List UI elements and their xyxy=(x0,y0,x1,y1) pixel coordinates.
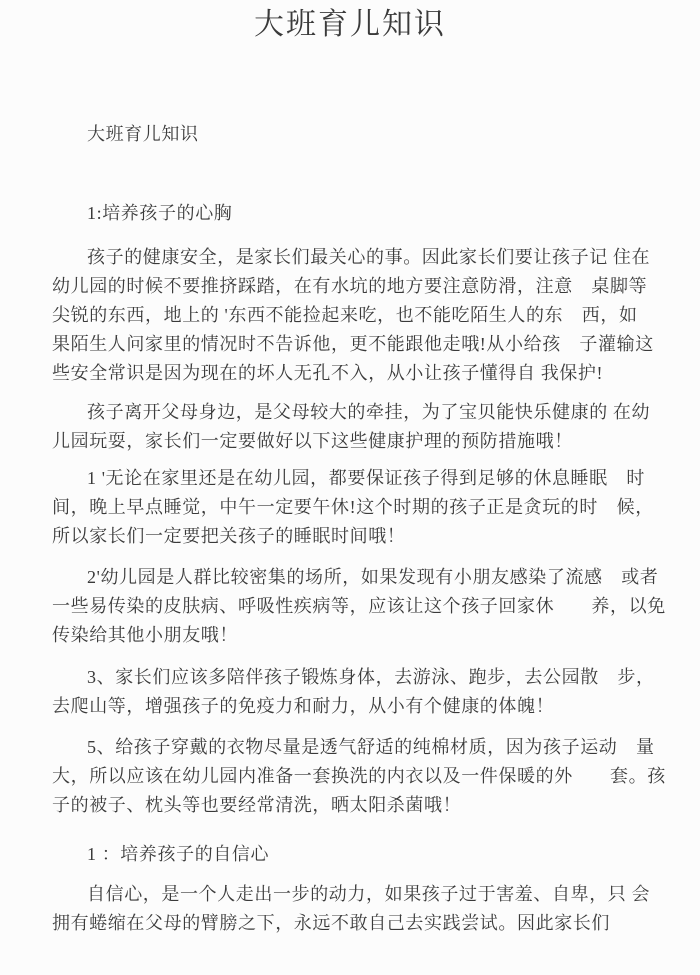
paragraph xyxy=(52,243,654,388)
text-line: 大，所以应该在幼儿园内准备一套换洗的内衣以及一件保暖的外 套。孩 xyxy=(52,766,666,786)
document-content xyxy=(0,120,700,938)
text-line: 间，晚上早点睡觉，中午一定要午休!这个时期的孩子正是贪玩的时 候， xyxy=(52,497,654,517)
text-line: 孩子离开父母身边，是父母较大的牵挂，为了宝贝能快乐健康的 在幼 xyxy=(87,402,651,422)
text-line: 孩子的健康安全，是家长们最关心的事。因此家长们要让孩子记 住在 xyxy=(87,247,651,267)
document-title: 大班育儿知识 xyxy=(254,8,446,41)
text-line: 3、家长们应该多陪伴孩子锻炼身体，去游泳、跑步，去公园散 步， xyxy=(87,667,655,687)
paragraph xyxy=(52,733,666,820)
document-subtitle: 大班育儿知识 xyxy=(87,124,199,144)
text-line: 一些易传染的皮肤病、呼吸性疾病等，应该让这个孩子回家休 养，以免 xyxy=(52,596,666,616)
text-line: 所以家长们一定要把关孩子的睡眠时间哦！ xyxy=(52,526,406,546)
paragraph xyxy=(52,663,655,721)
text-line: 传染给其他小朋友哦！ xyxy=(52,625,238,645)
section-heading: 1 ：培养孩子的自信心 xyxy=(87,844,270,864)
text-line: 自信心，是一个人走出一步的动力，如果孩子过于害羞、自卑，只 会 xyxy=(87,884,651,904)
text-line: 果陌生人问家里的情况时不告诉他，更不能跟他走哦!从小给孩 子灌输这 xyxy=(52,334,654,354)
text-line: 幼儿园的时候不要推挤踩踏，在有水坑的地方要注意防滑，注意 桌脚等 xyxy=(52,276,648,296)
text-line: 拥有蜷缩在父母的臂膀之下，永远不敢自己去实践尝试。因此家长们 xyxy=(52,913,610,933)
paragraph xyxy=(52,563,666,650)
paragraph xyxy=(52,464,654,551)
text-line: 儿园玩耍，家长们一定要做好以下这些健康护理的预防措施哦！ xyxy=(52,431,573,451)
text-line: 2'幼儿园是人群比较密集的场所，如果发现有小朋友感染了流感 或者 xyxy=(87,567,659,587)
text-line: 尖锐的东西，地上的 '东西不能捡起来吃，也不能吃陌生人的东 西，如 xyxy=(52,305,638,325)
paragraph xyxy=(52,398,651,456)
doc-body xyxy=(52,199,666,938)
text-line: 5、给孩子穿戴的衣物尽量是透气舒适的纯棉材质，因为孩子运动 量 xyxy=(87,737,655,757)
text-line: 些安全常识是因为现在的坏人无孔不入，从小让孩子懂得自 我保护! xyxy=(52,363,604,383)
text-line: 去爬山等，增强孩子的免疫力和耐力，从小有个健康的体魄！ xyxy=(52,696,555,716)
section-heading: 1:培养孩子的心胸 xyxy=(87,203,233,223)
text-line: 1 '无论在家里还是在幼儿园，都要保证孩子得到足够的休息睡眠 时 xyxy=(87,468,645,488)
text-line: 子的被子、枕头等也要经常清洗，晒太阳杀菌哦！ xyxy=(52,795,462,815)
paragraph xyxy=(52,880,651,938)
